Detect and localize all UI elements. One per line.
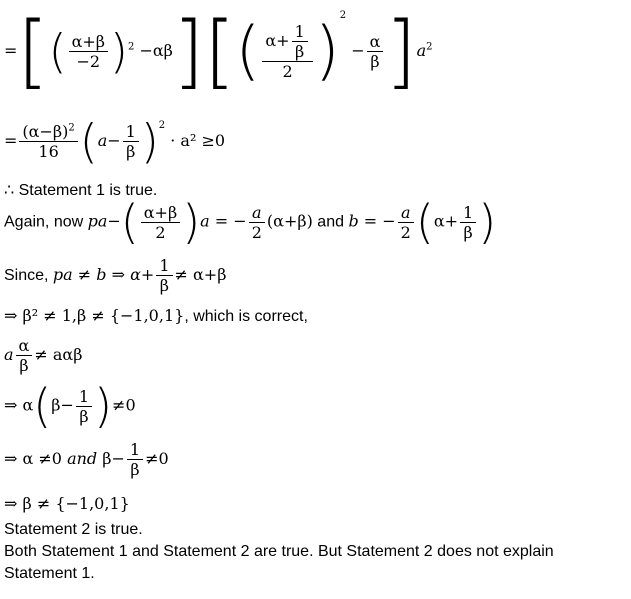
fraction — [127, 440, 143, 479]
numerator: a — [249, 203, 265, 223]
numerator: 1 — [127, 440, 143, 460]
numerator: a — [398, 203, 414, 223]
a-equals: a = − — [200, 211, 247, 231]
fraction — [19, 122, 77, 161]
and-text: and — [312, 213, 349, 231]
equation-line-2 — [4, 114, 226, 176]
denominator: β — [370, 52, 380, 71]
numerator: α+β — [69, 32, 108, 52]
implication: pa ≠ b ⇒ α+ — [52, 265, 155, 284]
set-condition: ⇒ β ≠ {−1,0,1} — [4, 494, 130, 513]
term: ≠0 — [145, 449, 169, 468]
alpha-minus-beta: (α−β) — [22, 122, 69, 141]
exponent: 2 — [158, 120, 166, 131]
term: ≠ aαβ — [34, 345, 83, 364]
denominator: 2 — [155, 222, 166, 242]
fraction — [16, 336, 33, 375]
exponent: 2 — [339, 10, 347, 21]
left-bracket: [ — [17, 4, 49, 98]
b-equals: b = − — [348, 211, 396, 231]
equation-line-4 — [4, 195, 497, 252]
a-minus: a− — [97, 131, 121, 150]
left-paren: ( — [79, 114, 98, 169]
fraction — [123, 122, 139, 161]
alpha-plus-beta: (α+β) — [266, 211, 313, 231]
left-paren: ( — [415, 195, 434, 249]
numerator — [19, 122, 77, 142]
equation-line-7 — [4, 336, 82, 382]
term: −αβ — [139, 41, 173, 60]
comment-text: , which is correct, — [184, 308, 308, 325]
variable-a: a — [416, 41, 427, 60]
term: ≠ α+β — [174, 265, 227, 284]
inner-fraction — [292, 22, 308, 61]
exponent: 2 — [426, 41, 433, 53]
denominator: 2 — [282, 62, 293, 81]
denominator: 16 — [38, 142, 59, 161]
denominator: β — [295, 42, 305, 61]
numerator: α — [16, 336, 33, 356]
right-paren-2: ) — [314, 14, 340, 89]
left-paren: ( — [120, 195, 139, 249]
equation-line-6 — [4, 306, 308, 326]
fraction — [367, 32, 384, 71]
alpha-plus: α+ — [265, 31, 290, 50]
right-paren: ) — [478, 195, 497, 249]
right-paren: ) — [182, 195, 201, 249]
term: · a² ≥0 — [170, 131, 226, 150]
fraction — [76, 387, 92, 426]
text-line-11 — [4, 521, 143, 539]
term: ≠0 — [112, 395, 136, 415]
fraction — [398, 203, 414, 242]
left-paren: ( — [33, 379, 52, 433]
text-line-13 — [4, 565, 95, 583]
denominator: β — [159, 276, 170, 295]
denominator: β — [130, 460, 140, 479]
fraction — [156, 256, 172, 295]
denominator: −2 — [76, 52, 101, 71]
set-condition: ⇒ β² ≠ 1,β ≠ {−1,0,1} — [4, 306, 185, 325]
fraction — [69, 32, 108, 71]
equals-sign: = — [4, 131, 18, 150]
statement-text: Statement 2 is true. — [4, 521, 143, 538]
numerator: 1 — [460, 203, 476, 223]
numerator: 1 — [156, 256, 172, 276]
right-paren: ) — [140, 114, 159, 169]
equation-line-8 — [4, 379, 136, 433]
left-bracket-2: [ — [204, 4, 236, 98]
equation-line-10 — [4, 494, 130, 513]
variable-a: a — [4, 345, 14, 364]
equation-line-9 — [4, 440, 169, 486]
right-paren: ) — [110, 24, 128, 79]
compound-numerator — [262, 22, 312, 62]
left-paren-2: ( — [235, 14, 261, 89]
equation-line-1 — [4, 4, 433, 110]
variable-pa: pa — [87, 211, 108, 231]
equals-sign: = — [4, 41, 18, 60]
statement-text: ∴ Statement 1 is true. — [4, 182, 158, 199]
numerator: α — [367, 32, 384, 52]
beta-minus: β− — [97, 449, 125, 468]
denominator: β — [79, 406, 89, 426]
beta-minus: β− — [51, 395, 74, 415]
exponent: 2 — [68, 122, 75, 134]
and-text: and — [67, 449, 98, 468]
implication: ⇒ α — [4, 395, 34, 415]
denominator: β — [463, 222, 473, 242]
numerator: 1 — [76, 387, 92, 407]
fraction — [249, 203, 265, 242]
conclusion-text: Statement 1. — [4, 565, 95, 582]
denominator: 2 — [400, 222, 411, 242]
exponent: 2 — [128, 41, 135, 53]
denominator: β — [126, 142, 136, 161]
minus-sign: − — [351, 41, 365, 60]
right-bracket: ] — [172, 4, 205, 98]
fraction — [141, 203, 180, 242]
conclusion-text: Both Statement 1 and Statement 2 are true. But Statement 2 does not explain — [4, 543, 554, 560]
text-line-12 — [4, 543, 554, 561]
left-paren: ( — [48, 24, 67, 79]
numerator: 1 — [292, 22, 308, 42]
implication: ⇒ α ≠0 — [4, 449, 68, 468]
right-paren: ) — [94, 379, 113, 433]
minus-sign: − — [107, 211, 121, 231]
compound-fraction — [262, 22, 312, 81]
denominator: β — [19, 356, 29, 375]
right-bracket-2: ] — [385, 4, 417, 98]
prefix-text: Again, now — [4, 213, 88, 231]
equation-line-5 — [4, 256, 226, 302]
alpha-plus: α+ — [433, 211, 459, 231]
prefix-text: Since, — [4, 267, 53, 284]
denominator: 2 — [251, 222, 262, 242]
fraction — [460, 203, 476, 242]
numerator: 1 — [123, 122, 139, 142]
numerator: α+β — [141, 203, 180, 223]
